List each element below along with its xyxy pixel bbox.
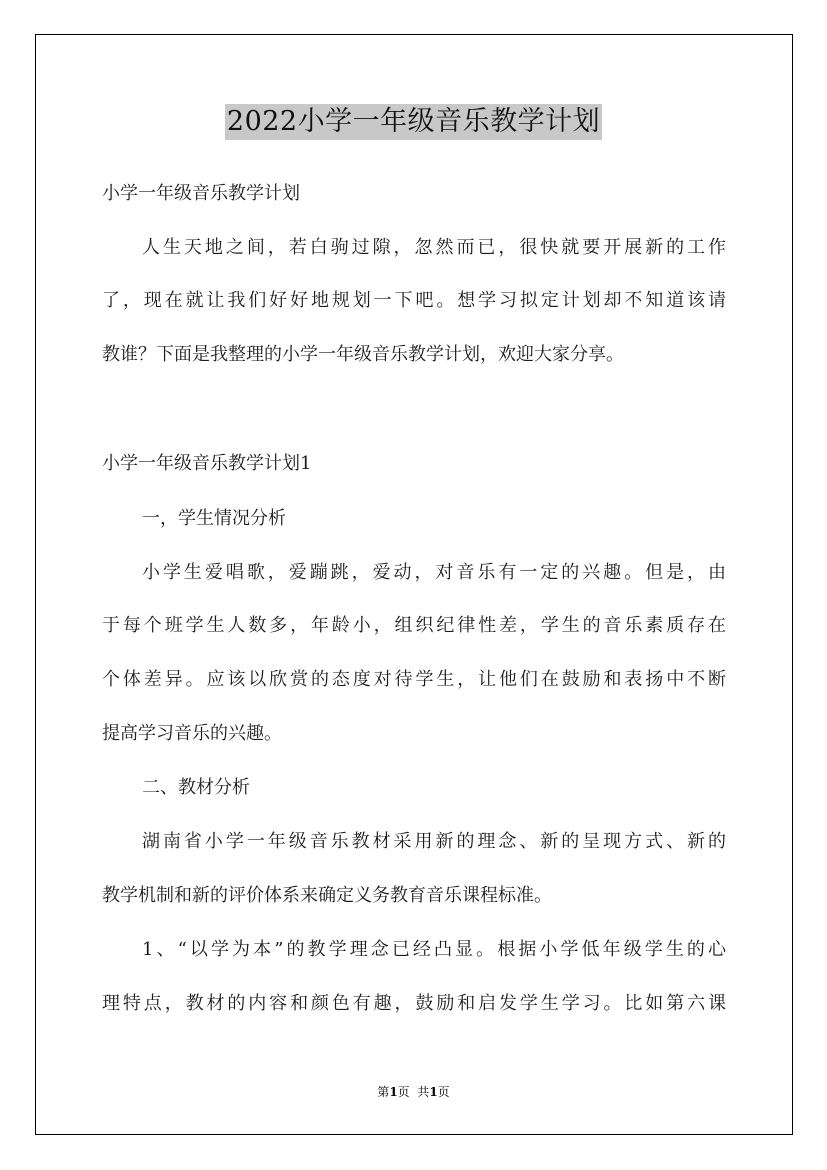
- footer-page-total: 1: [429, 1085, 438, 1099]
- paragraph-line: 了，现在就让我们好好地规划一下吧。想学习拟定计划却不知道该请: [102, 290, 726, 311]
- paragraph-line: 1、“以学为本”的教学理念已经凸显。根据小学低年级学生的心: [142, 939, 726, 960]
- footer-mid: 页 共: [397, 1085, 430, 1099]
- footer-suffix: 页: [437, 1085, 450, 1099]
- page-footer: [0, 1084, 827, 1100]
- paragraph-line: 理特点，教材的内容和颜色有趣，鼓励和启发学生学习。比如第六课: [102, 993, 726, 1014]
- subsection-heading: 二、教材分析: [142, 777, 250, 798]
- intro-heading: 小学一年级音乐教学计划: [102, 183, 300, 204]
- paragraph-line: 湖南省小学一年级音乐教材采用新的理念、新的呈现方式、新的: [142, 831, 726, 852]
- paragraph-line: 于每个班学生人数多，年龄小，组织纪律性差，学生的音乐素质存在: [102, 615, 726, 636]
- paragraph-line: 教学机制和新的评价体系来确定义务教育音乐课程标准。: [102, 885, 552, 906]
- paragraph-line: 人生天地之间，若白驹过隙，忽然而已，很快就要开展新的工作: [142, 237, 726, 258]
- section-heading: 小学一年级音乐教学计划1: [102, 453, 312, 474]
- paragraph-line: 提高学习音乐的兴趣。: [102, 723, 282, 744]
- document-title: 2022小学一年级音乐教学计划: [225, 104, 602, 140]
- footer-page-number: 1: [389, 1085, 398, 1099]
- subsection-heading: 一，学生情况分析: [142, 508, 286, 529]
- paragraph-line: 教谁？下面是我整理的小学一年级音乐教学计划，欢迎大家分享。: [102, 344, 624, 365]
- paragraph-line: 个体差异。应该以欣赏的态度对待学生，让他们在鼓励和表扬中不断: [102, 669, 726, 690]
- title-wrap: [0, 104, 827, 140]
- footer-prefix: 第: [377, 1085, 390, 1099]
- paragraph-line: 小学生爱唱歌，爱蹦跳，爱动，对音乐有一定的兴趣。但是，由: [142, 562, 726, 583]
